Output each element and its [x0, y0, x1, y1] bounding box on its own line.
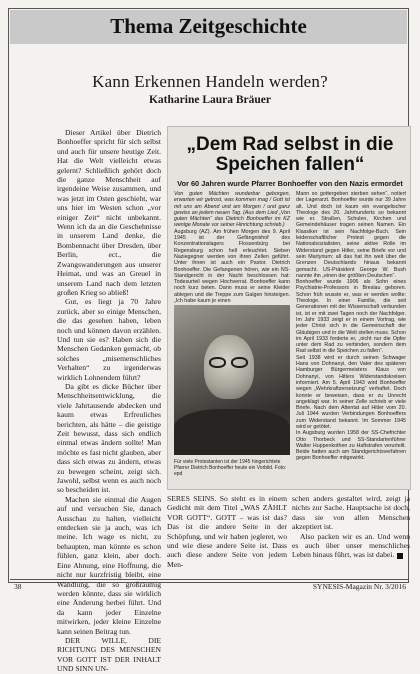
paragraph: Gut, es liegt ja 70 Jahre zurück, aber so einige Menschen, die das gesehen haben, leben noch und können davon erzählen. Und tun sie es? Haben sich die Menschen Gedanken gemacht, ob solches „misemenschliches Verhalten“ zu irgenderwas wirklich Lohnendem führt? — [57, 297, 161, 382]
left-column — [57, 128, 161, 674]
publication-info: SYNESIS-Magazin Nr. 3/2016 — [312, 582, 406, 591]
clipping-subtitle: Vor 60 Jahren wurde Pfarrer Bonhoeffer von den Nazis ermordet — [177, 179, 403, 188]
paragraph: DER WILLE, DIE RICHTUNG DES MENSCHEN VOR GOTT IST DER INHALT UND SINN UN- — [57, 635, 161, 674]
paragraph: Da gibt es dicke Bücher über Menschheitsentwicklung, die viele Jahrtausende abdecken und kaum etwas Erfreuliches berichten, als hätte – die geistige Zeit bewusst, dass sich endlich einmal etwas ändern sollte! Man möchte es fast nicht glauben, aber dass sich etwas zu ändern, etwas zu bewegen scheint, zeigt sich. Jawohl, selbst wenn es auch noch so bescheiden ist. — [57, 381, 161, 495]
clipping-text-column-1 — [174, 191, 290, 303]
bottom-column-1 — [167, 494, 287, 569]
paragraph: Dieser Artikel über Dietrich Bonhoeffer spricht für sich selbst und auch für unsere heutige Zeit. Hat die Welt vielleicht etwas gelernt? Schließlich gehört doch die ganze Menschheit auf irgendeine Weise zusammen, und was jetzt im Osten geschieht, war uns hier im Westen schon „vor einiger Zeit“ nicht unbekannt. Wenn ich da an die Geschehnisse in unserem Land denke, die Bombennacht über Dresden, über Berlin, ect., die Zwangswanderungen aus unserer Heimat, und was an Greuel in unserem Land nach dem letzten großen Krieg so abließ! — [57, 128, 161, 297]
paragraph: SERES SEINS. So steht es in einem Gedicht mit dem Titel „WAS ZÄHLT VOR GOTT“. GOTT – was ist das? Das ist die andere Seite in der Schöpfung, und wir haben jegleret, wo und wie diese andere Seite ist. Dass auch diese andere Seite von jedem Men- — [167, 494, 287, 569]
clipping-paragraph: Seit 1938 wird er durch seinen Schwager Hans von Dohnanyi, den Vater des späteren Hamburger Bürgermeisters Klaus von Dohnanyi, von Hitlers Widerstandskreisen informiert. Am 5. April 1943 wird Bonhoeffer wegen „Wehrkraftzersetzung“ verhaftet. Doch konnte er beweisen, dass er zu Unrecht angeklagt war. In seiner Zelle schrieb er viele Briefe. Nach dem Attentat auf Hitler vom 20. Juli 1944 wurden Verbindungen Bonhoeffers zum Widerstand bekannt. Im Sommer 1945 wird er getötet. — [296, 354, 406, 430]
section-title: Thema Zeitgeschichte — [110, 14, 307, 38]
glasses-icon — [207, 357, 251, 369]
paragraph: schen anders gestaltet wird, zeigt ja nichts zur Sache. Hauptsache ist doch, dass sie von allen Menschen akzeptiert ist. — [292, 494, 410, 532]
paragraph — [292, 532, 410, 560]
clipping-paragraph: Augsburg (AZ). Am frühen Morgen des 9. April 1945 ist der Gefängnishof des Konzentrationslagers Flossenbürg bei Regensburg schon hell erleuchtet. Sieben Naziegegner werden von ihren Zellen geführt. Unter ihnen ist auch ein Pastor. Dietrich Bonhoeffer. Die Gefangenen hören, wie ein NS-Standgericht in der Nacht beschlossen hat: Todesurteil wegen Hochverrat. Bonhoeffer kann noch kurz beten. Dann muss er seine Kleider ablegen und die Treppe zum Galgen hinsteigen. „Ich habe kaum je einen — [174, 228, 290, 305]
clipping-text-column-2 — [296, 191, 406, 483]
page-number: 38 — [14, 582, 22, 591]
footer-rule — [10, 579, 408, 580]
article-author: Katharine Laura Bräuer — [148, 94, 272, 106]
photo-caption: Für viele Protestanten ist der 1945 hingerichtete Pfarrer Dietrich Bonhoeffer heute ein Vorbild. Foto: epd — [174, 459, 287, 477]
paragraph: Machen sie einmal die Augen auf und versuchen Sie, danach Ausschau zu halten, vielleicht entdecken sie ja auch, was ich meine. Ich wage es nicht, zu behaupten, man könnte es schon fühlen, ganz klein, aber doch. Eine Ahnung, eine Hoffnung, die nicht nur kurzfristig bleibt, eine Wandlung, die so großräumig werden könnte, dass sie wirklich eine Änderung herbei führt. Und da kann jeder Einzelne mitwirken, jeder kleine Einzelne kann seinen Beitrag tun. — [57, 494, 161, 636]
bottom-column-2 — [292, 494, 410, 566]
clipping-paragraph: In Augsburg wurden 1958 der SS-Chefrichter Otto Thorbeck und SS-Standartenführer Walter Huppenkothen zu Haftstrafen verurteilt. Beide hatten auch am Standgerichtsverfahren gegen Bonhoeffer mitgewirkt. — [296, 430, 406, 462]
article-headline: Kann Erkennen Handeln werden? — [92, 72, 328, 91]
clipping-title: „Dem Rad selbst in die Speichen fallen“ — [186, 134, 394, 175]
clipping-paragraph: Mann so gottergeben sterben sehen“, notiert der Lagerarzt. Bonhoeffer wurde nur 39 Jahre alt. Und doch ist kaum ein evangelischer Theologe des 20. Jahrhunderts so bekannt wie er. Straßen, Schulen, Kirchen und Gemeindehäuser tragen seinen Namen. Ein Klassiker ist sein Nachfolge-Buch. Sein leidenschaftlicher Protest gegen die Nationalsozialisten, seine aktive Rolle im Widerstand gegen Hitler, seine Briefe vor und sein Martyrium: all das hat ihn weit über die Grenzen Deutschlands hinaus bekannt gemacht. US-Präsident George W. Bush nannte ihn „einen der größten Deutschen“. — [296, 191, 406, 279]
section-banner — [10, 10, 407, 44]
closing-paragraph-text: Also packen wir es an. Und wenn es auch über unser menschliches Leben hinaus führt, was ist dabei. — [292, 531, 410, 560]
clipping-paragraph: Von guten Mächten wunderbar geborgen, erwarten wir getrost, was kommen mag / Gott ist mit uns am Abend und am Morgen / und ganz gewiss an jedem neuen Tag. (Aus dem Lied „Von guten Mächten“ das Dietrich Bonhoeffer im KZ wenige Monate vor seiner Hinrichtung schrieb.) — [174, 191, 290, 229]
end-mark-icon — [397, 553, 403, 559]
clipping-paragraph: Bonhoeffer wurde 1906 als Sohn eines Psychiatrie-Professors in Breslau geboren. Schon früh wusste er, was er werden wollte: Theologe. In einer Familie, die seit Generationen mit der Wissenschaft verbunden ist, ist er mit zwei Tagen noch der Nachfolger. Im Jahr 1933 zeigt er in einem Vortrag, wie jeder Christ sich in die Gemeinschaft der Gläubigen und in die Welt stellen muss. Schon im April 1933 forderte er, „nicht nur die Opfer unter dem Rad zu verbinden, sondern dem Rad selbst in die Speichen zu fallen“. — [296, 279, 406, 355]
bonhoeffer-photo — [174, 305, 290, 455]
newspaper-clipping — [167, 126, 411, 490]
